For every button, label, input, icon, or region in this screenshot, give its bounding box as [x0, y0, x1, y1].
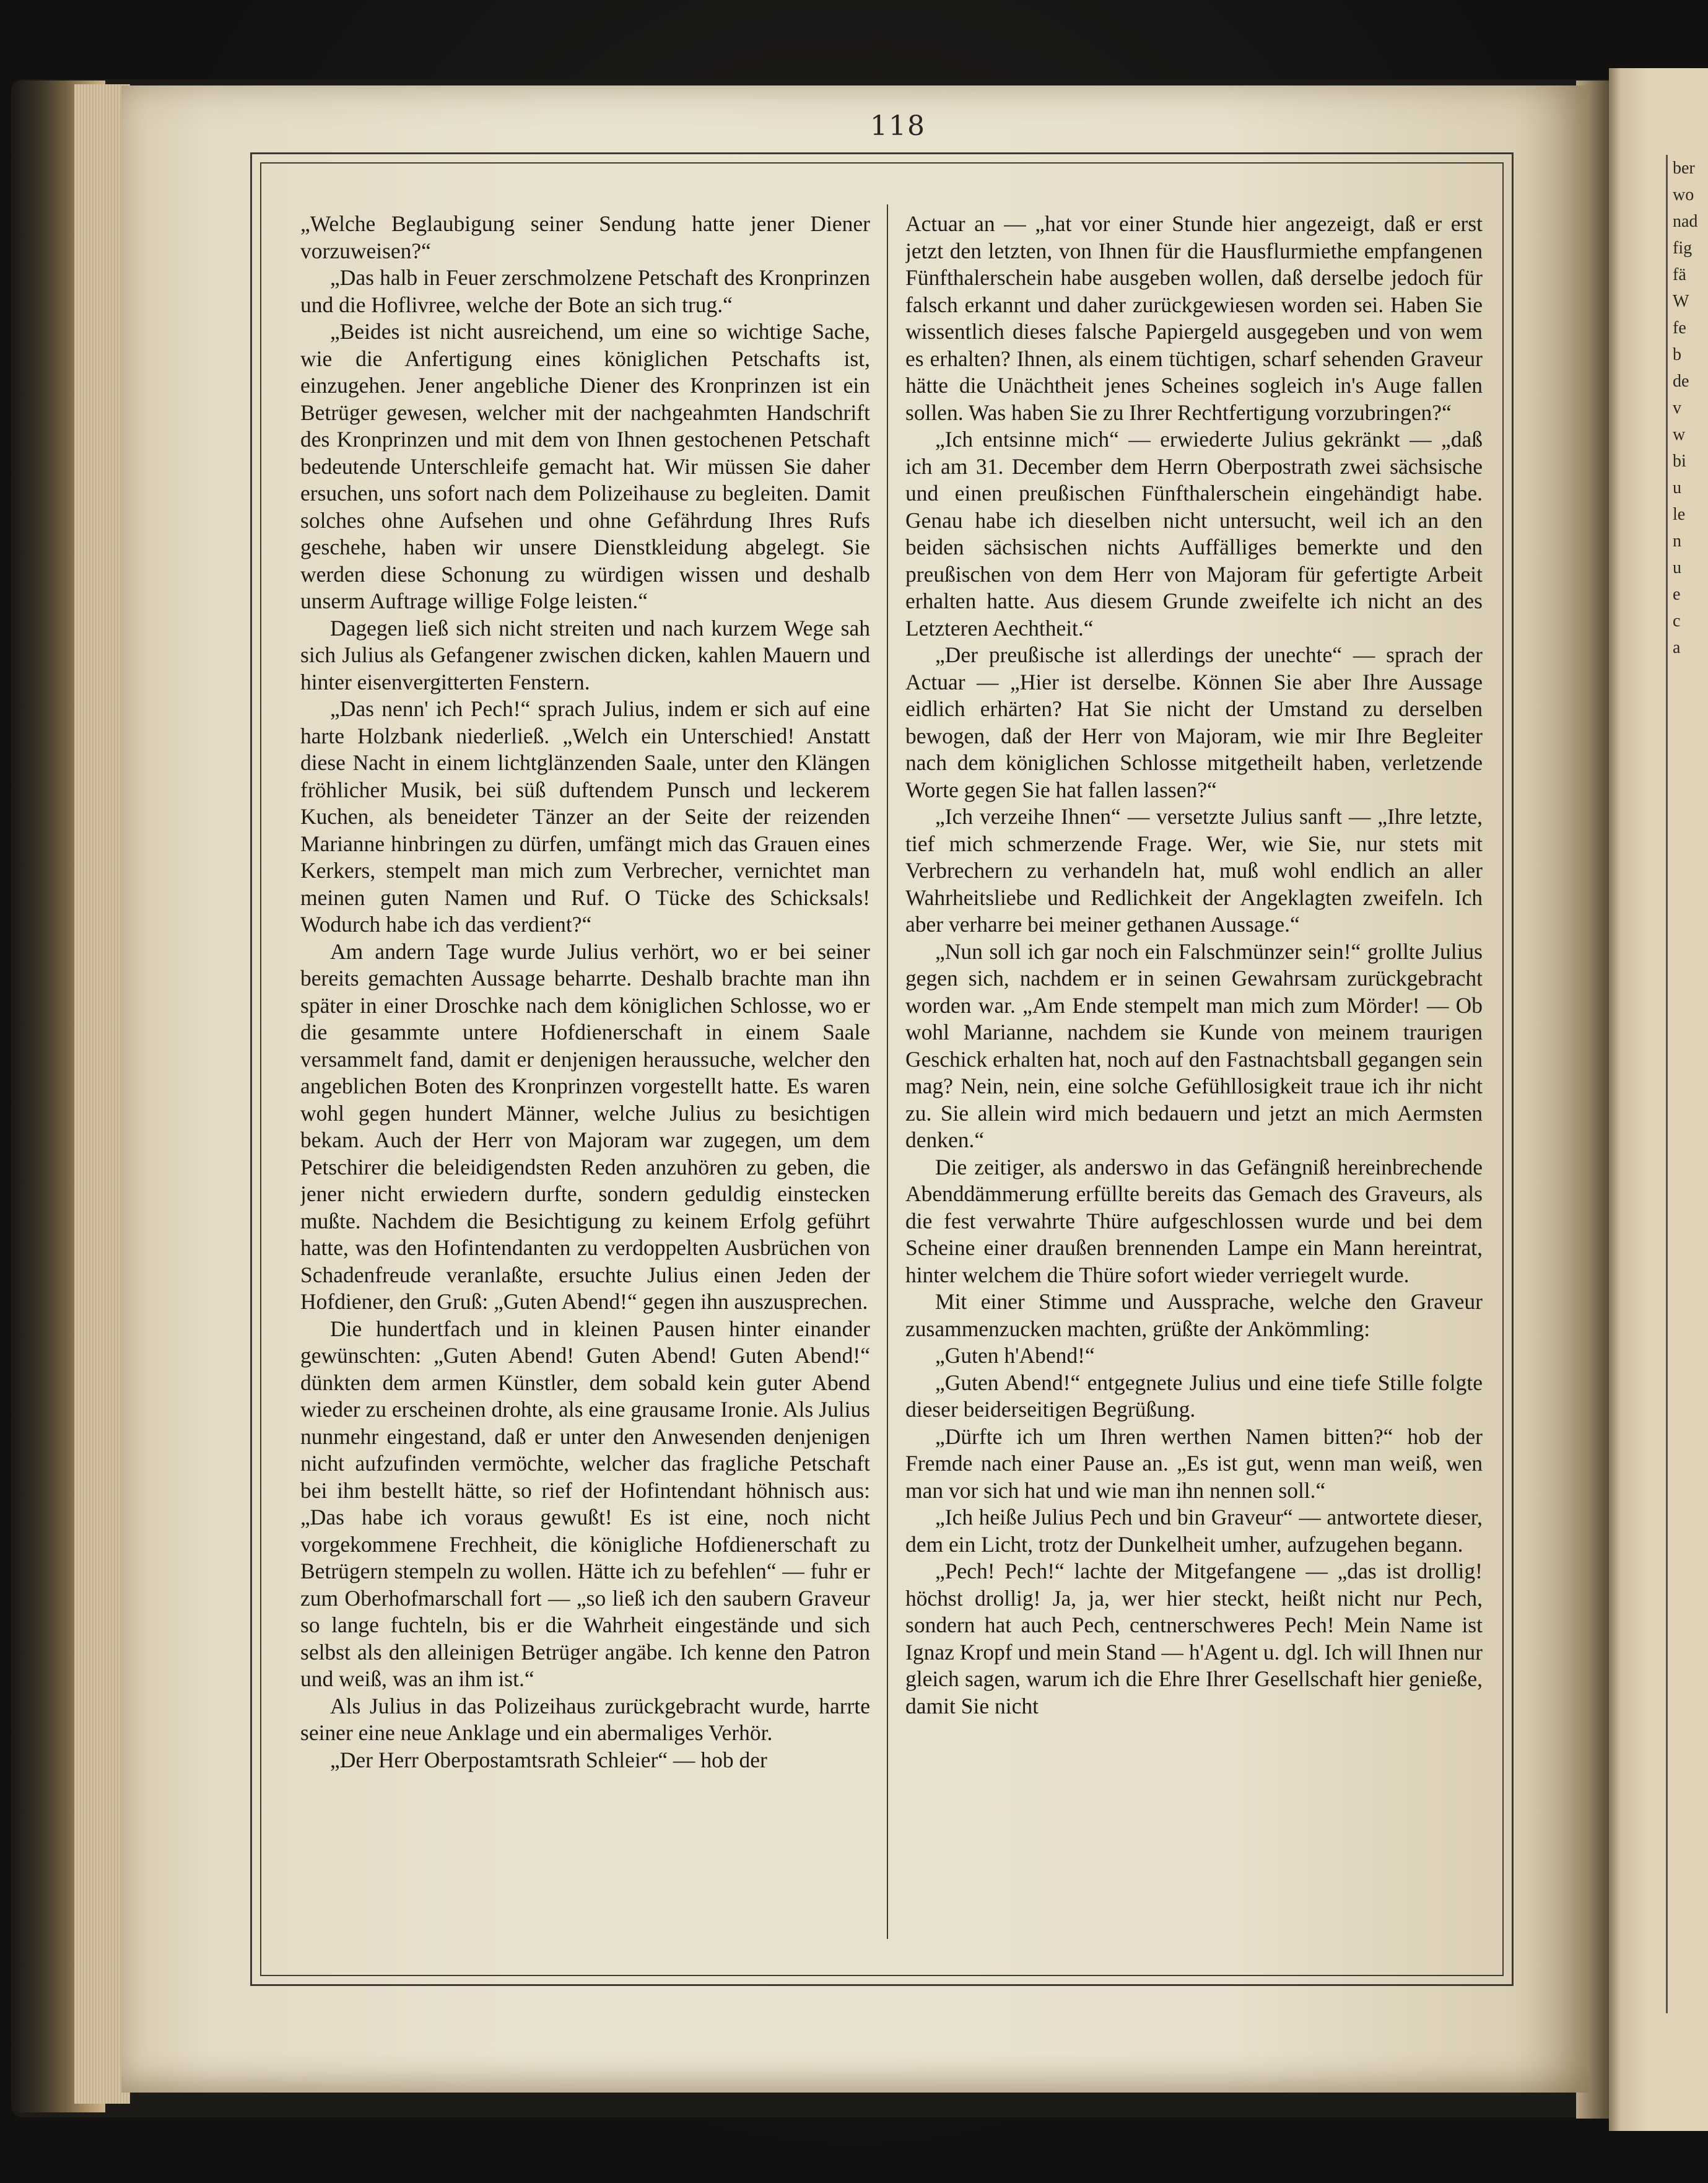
- facing-page-fragment-line: n: [1673, 532, 1681, 551]
- facing-page-fragment-line: e: [1673, 585, 1681, 604]
- facing-page-fragment-line: wo: [1673, 185, 1694, 204]
- paragraph: Die zeitiger, als anderswo in das Gefängniß hereinbrechende Abenddämmerung erfüllte bereits das Gemach des Graveurs, als die fest verwahrte Thüre aufgeschlossen wurde und bei dem Scheine einer draußen brennenden Lampe ein Mann hereintrat, hinter welchem die Thüre sofort wieder verriegelt wurde.: [905, 1154, 1483, 1287]
- facing-page-fragment-line: de: [1673, 372, 1689, 391]
- facing-page-text-fragment: [1666, 155, 1708, 2013]
- facing-page-fragment-line: a: [1673, 638, 1681, 657]
- facing-page-fragment-line: v: [1673, 398, 1681, 418]
- facing-page-fragment-line: b: [1673, 345, 1681, 364]
- facing-page-fragment-line: w: [1673, 425, 1686, 444]
- paragraph: Actuar an — „hat vor einer Stunde hier angezeigt, daß er erst jetzt den letzten, von Ihnen für die Hausflurmiethe empfangenen Fünfthalerschein habe ausgeben wollen, daß derselbe jedoch für falsch erkannt und daher zurückgewiesen worden sei. Haben Sie wissentlich dieses falsche Papiergeld ausgegeben und von wem es erhalten? Ihnen, als einem tüchtigen, scharf sehenden Graveur hätte die Unächtheit jenes Scheines sogleich in's Auge fallen sollen. Was haben Sie zu Ihrer Rechtfertigung vorzubringen?“: [905, 211, 1483, 425]
- left-text-column: [300, 211, 870, 1939]
- facing-page-fragment-line: c: [1673, 611, 1681, 631]
- paragraph: „Ich heiße Julius Pech und bin Graveur“ — antwortete dieser, dem ein Licht, trotz der Dunkelheit umher, aufzugehen begann.: [905, 1505, 1483, 1557]
- paragraph: „Das nenn' ich Pech!“ sprach Julius, indem er sich auf eine harte Holzbank niederließ. „Welch ein Unterschied! Anstatt diese Nacht in einem lichtglänzenden Saale, unter den Klängen fröhlicher Musik, bei süß duftendem Punsch und leckerem Kuchen, als beneideter Tänzer an der Seite der reizenden Marianne hinbringen zu dürfen, umfängt mich das Grauen eines Kerkers, stempelt man mich zum Verbrecher, vernichtet man meinen guten Namen und Ruf. O Tücke des Schicksals! Wodurch habe ich das verdient?“: [300, 696, 870, 937]
- facing-page-fragment-line: nad: [1673, 212, 1698, 231]
- paragraph: Mit einer Stimme und Aussprache, welche den Graveur zusammenzucken machten, grüßte der Ankömmling:: [905, 1289, 1483, 1341]
- right-text-column: [905, 211, 1483, 1939]
- paragraph: Am andern Tage wurde Julius verhört, wo er bei seiner bereits gemachten Aussage beharrte. Deshalb brachte man ihn später in einer Droschke nach dem königlichen Schlosse, wo er die gesammte untere Hofdienerschaft in einem Saale versammelt fand, damit er denjenigen heraussuche, welcher den angeblichen Boten des Kronprinzen vorgestellt hatte. Es waren wohl gegen hundert Männer, welche Julius zu besichtigen bekam. Auch der Herr von Majoram war zugegen, um dem Petschirer die beleidigendsten Reden anzuhören zu geben, die jener nicht erwiedern durfte, sondern geduldig einstecken mußte. Nachdem die Besichtigung zu keinem Erfolg geführt hatte, was den Hofintendanten zu verdoppelten Ausbrüchen von Schadenfreude veranlaßte, ersuchte Julius einen Jeden der Hofdiener, den Gruß: „Guten Abend!“ gegen ihn auszusprechen.: [300, 938, 870, 1314]
- paragraph: „Beides ist nicht ausreichend, um eine so wichtige Sache, wie die Anfertigung eines königlichen Petschafts ist, einzugehen. Jener angebliche Diener des Kronprinzen ist ein Betrüger gewesen, welcher mit der nachgeahmten Handschrift des Kronprinzen und mit dem von Ihnen gestochenen Petschaft bedeutende Unterschleife gemacht hat. Wir müssen Sie daher ersuchen, uns sofort nach dem Polizeihause zu begleiten. Damit solches ohne Aufsehen und ohne Gefährdung Ihres Rufs geschehe, haben wir unsere Dienstkleidung abgelegt. Sie werden diese Schonung zu würdigen wissen und deshalb unserm Auftrage willige Folge leisten.“: [300, 319, 870, 613]
- facing-page-fragment-line: u: [1673, 478, 1681, 497]
- paragraph: Die hundertfach und in kleinen Pausen hinter einander gewünschten: „Guten Abend! Guten Abend! Guten Abend!“ dünkten dem armen Künstler, dem sobald kein guter Abend wieder zu erscheinen drohte, als eine grausame Ironie. Als Julius nunmehr eingestand, daß er unter den Anwesenden denjenigen nicht aufzufinden vermöchte, welcher das fragliche Petschaft bei ihm bestellt hätte, so rief der Hofintendant höhnisch aus: „Das habe ich voraus gewußt! Es ist eine, noch nicht vorgekommene Frechheit, die königliche Hofdienerschaft zu Betrügern stempeln zu wollen. Hätte ich zu befehlen“ — fuhr er zum Oberhofmarschall fort — „so ließ ich den saubern Graveur so lange fuchteln, bis er die Wahrheit eingestände und sich selbst als den alleinigen Betrüger angäbe. Ich kenne den Patron und weiß, was an ihm ist.“: [300, 1316, 870, 1691]
- paragraph: Dagegen ließ sich nicht streiten und nach kurzem Wege sah sich Julius als Gefangener zwischen dicken, kahlen Mauern und hinter eisenvergitterten Fenstern.: [300, 615, 870, 694]
- facing-page-fragment-line: fä: [1673, 265, 1686, 284]
- paragraph: „Welche Beglaubigung seiner Sendung hatte jener Diener vorzuweisen?“: [300, 211, 870, 263]
- facing-page-fragment-line: fig: [1673, 238, 1693, 258]
- paragraph: „Der preußische ist allerdings der unechte“ — sprach der Actuar — „Hier ist derselbe. Können Sie aber Ihre Aussage eidlich erhärten? Hat Sie nicht der Umstand zu derselben bewogen, daß der Herr von Majoram, wie mir Ihre Begleiter nach dem königlichen Schlosse mitgetheilt haben, verletzende Worte gegen Sie hat fallen lassen?“: [905, 642, 1483, 802]
- column-divider: [887, 204, 888, 1939]
- paragraph: „Das halb in Feuer zerschmolzene Petschaft des Kronprinzen und die Hoflivree, welche der Bote an sich trug.“: [300, 265, 870, 317]
- facing-page-fragment-line: le: [1673, 505, 1686, 524]
- paragraph: „Pech! Pech!“ lachte der Mitgefangene — „das ist drollig! höchst drollig! Ja, ja, wer hier steckt, heißt nicht nur Pech, sondern hat auch Pech, centnerschweres Pech! Mein Name ist Ignaz Kropf und mein Stand — h'Agent u. dgl. Ich will Ihnen nur gleich sagen, warum ich die Ehre Ihrer Gesellschaft hier genieße, damit Sie nicht: [905, 1559, 1483, 1718]
- facing-page-fragment-line: u: [1673, 558, 1681, 577]
- facing-page-fragment-line: ber: [1673, 159, 1695, 178]
- facing-page-fragment-line: fe: [1673, 318, 1686, 338]
- paragraph: „Guten Abend!“ entgegnete Julius und eine tiefe Stille folgte dieser beiderseitigen Begrüßung.: [905, 1370, 1483, 1422]
- paragraph: „Ich verzeihe Ihnen“ — versetzte Julius sanft — „Ihre letzte, tief mich schmerzende Frage. Wer, wie Sie, nur stets mit Verbrechern zu verhandeln hat, muß wohl endlich an aller Wahrheitsliebe und Redlichkeit der Angeklagten zweifeln. Ich aber verharre bei meiner gethanen Aussage.“: [905, 804, 1483, 937]
- paragraph: „Nun soll ich gar noch ein Falschmünzer sein!“ grollte Julius gegen sich, nachdem er in seinen Gewahrsam zurückgebracht worden war. „Am Ende stempelt man mich zum Mörder! — Ob wohl Marianne, nachdem sie Kunde von meinem traurigen Geschick erhalten hat, noch auf den Fastnachtsball gegangen sein mag? Nein, nein, eine solche Gefühllosigkeit traue ich ihr nicht zu. Sie allein wird mich bedauern und jetzt an mich Aermsten denken.“: [905, 938, 1483, 1152]
- paragraph: „Dürfte ich um Ihren werthen Namen bitten?“ hob der Fremde nach einer Pause an. „Es ist gut, wenn man weiß, wen man vor sich hat und wie man ihn nennen soll.“: [905, 1424, 1483, 1503]
- facing-page-fragment-line: bi: [1673, 452, 1686, 471]
- paragraph: „Der Herr Oberpostamtsrath Schleier“ — hob der: [330, 1747, 767, 1772]
- paragraph: „Guten h'Abend!“: [935, 1343, 1095, 1368]
- page-number: 118: [870, 110, 926, 142]
- paragraph: „Ich entsinne mich“ — erwiederte Julius gekränkt — „daß ich am 31. December dem Herrn Oberpostrath zwei sächsische und einen preußischen Fünfthalerschein eingehändigt habe. Genau habe ich dieselben nicht untersucht, weil ich an den beiden sächsischen nichts Auffälliges bemerkte und den preußischen von dem Herr von Majoram für gefertigte Arbeit erhalten hatte. Aus diesem Grunde zweifelte ich nicht an des Letzteren Aechtheit.“: [905, 427, 1483, 641]
- facing-page-fragment-line: W: [1673, 292, 1689, 311]
- paragraph: Als Julius in das Polizeihaus zurückgebracht wurde, harrte seiner eine neue Anklage und ein abermaliges Verhör.: [300, 1693, 870, 1745]
